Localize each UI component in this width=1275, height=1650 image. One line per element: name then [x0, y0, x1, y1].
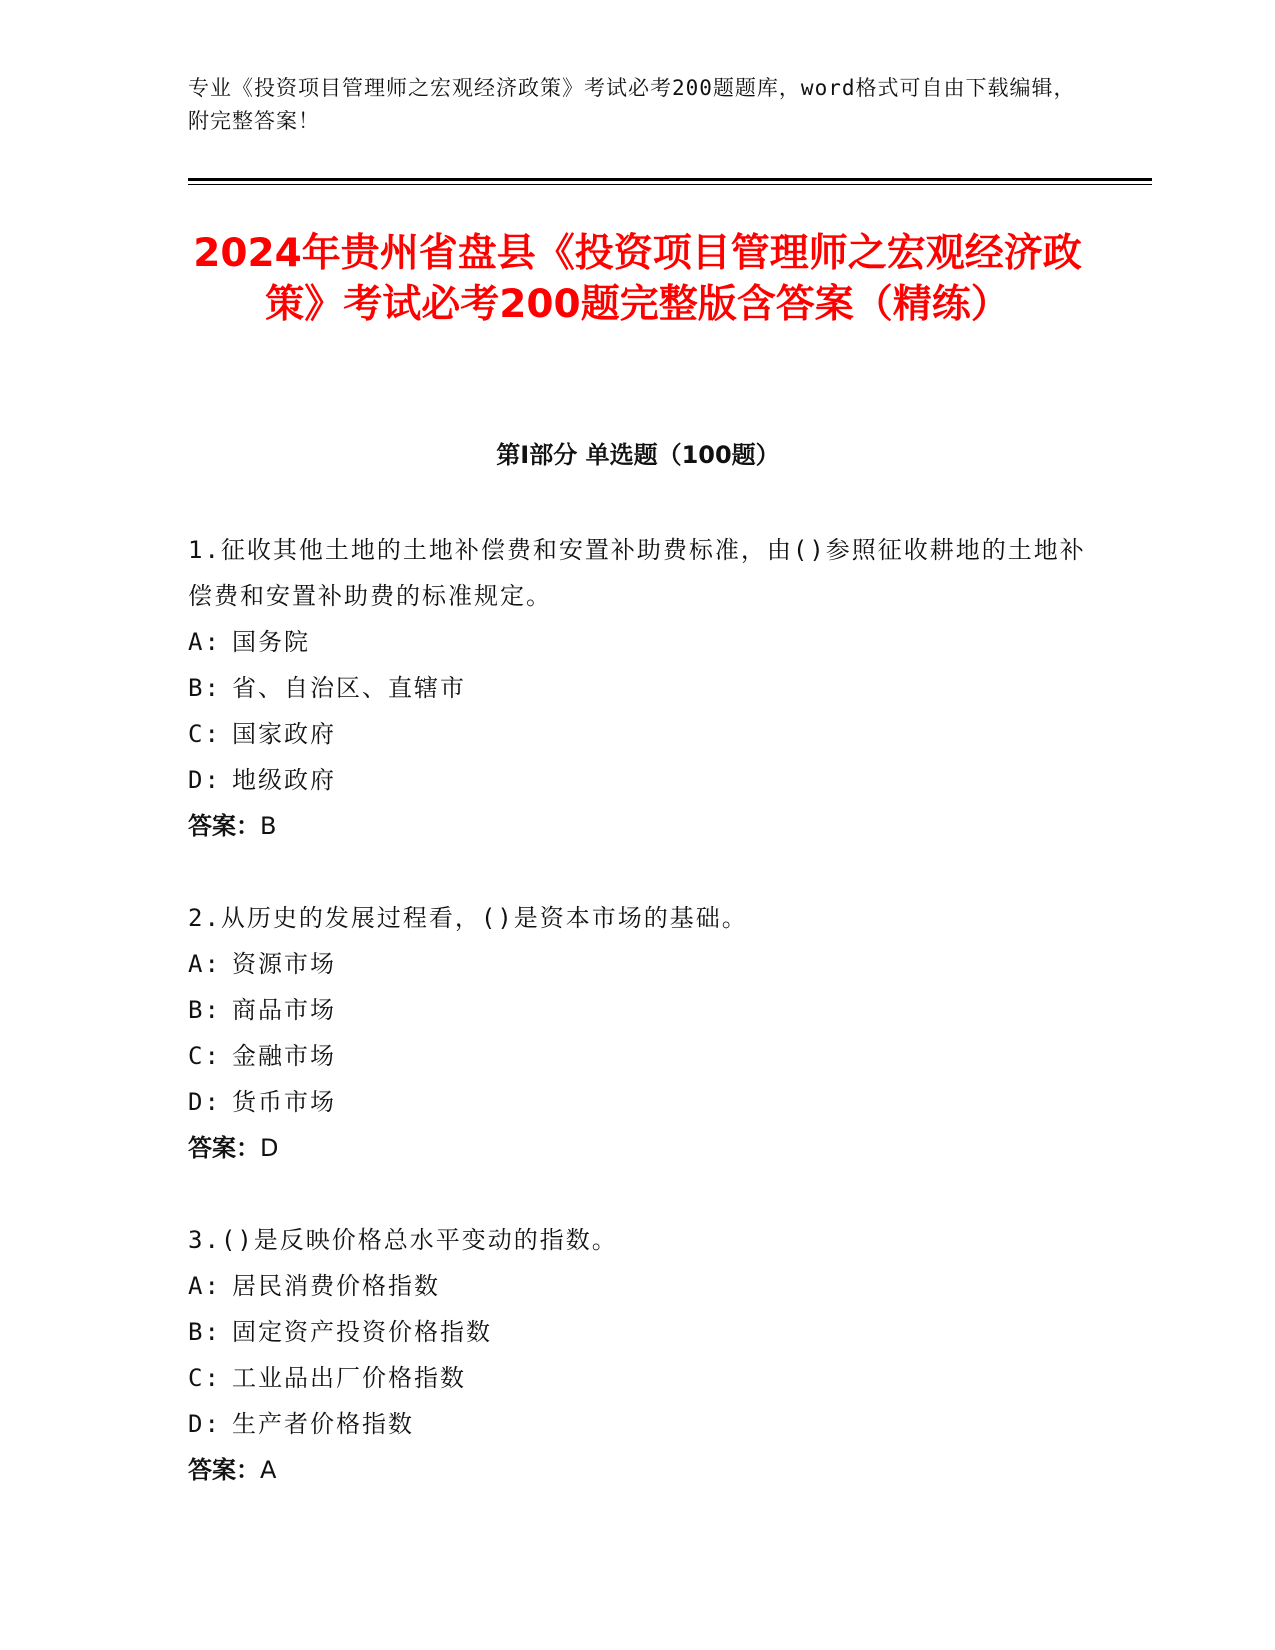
option-text: 地级政府	[232, 766, 336, 794]
option-text: 商品市场	[232, 996, 336, 1024]
option-key: A:	[188, 950, 221, 978]
option-c	[188, 1033, 1088, 1079]
answer-value: B	[260, 812, 277, 840]
option-a	[188, 619, 1088, 665]
option-key: D:	[188, 766, 221, 794]
option-key: A:	[188, 628, 221, 656]
option-text: 工业品出厂价格指数	[232, 1364, 466, 1392]
option-a	[188, 941, 1088, 987]
option-text: 资源市场	[232, 950, 336, 978]
question-item	[188, 527, 1088, 849]
option-key: D:	[188, 1088, 221, 1116]
option-b	[188, 1309, 1088, 1355]
header-divider-thin	[188, 184, 1152, 185]
option-text: 生产者价格指数	[232, 1410, 414, 1438]
option-key: D:	[188, 1410, 221, 1438]
option-key: A:	[188, 1272, 221, 1300]
option-text: 国务院	[232, 628, 310, 656]
option-d	[188, 1079, 1088, 1125]
header-divider-thick	[188, 178, 1152, 181]
option-c	[188, 711, 1088, 757]
answer-line	[188, 803, 1088, 849]
option-d	[188, 1401, 1088, 1447]
answer-label: 答案：	[188, 1456, 260, 1484]
option-key: B:	[188, 674, 221, 702]
answer-value: A	[260, 1456, 277, 1484]
option-d	[188, 757, 1088, 803]
option-key: C:	[188, 1042, 221, 1070]
question-text: 3.()是反映价格总水平变动的指数。	[188, 1226, 618, 1254]
option-key: B:	[188, 996, 221, 1024]
header-note: 专业《投资项目管理师之宏观经济政策》考试必考200题题库，word格式可自由下载编辑，附完整答案！	[188, 76, 1076, 133]
answer-value: D	[260, 1134, 279, 1162]
option-text: 金融市场	[232, 1042, 336, 1070]
section-heading: 第Ⅰ部分 单选题（100题）	[496, 441, 780, 469]
answer-line	[188, 1447, 1088, 1493]
answer-line	[188, 1125, 1088, 1171]
option-b	[188, 987, 1088, 1033]
question-item	[188, 1217, 1088, 1493]
document-title: 2024年贵州省盘县《投资项目管理师之宏观经济政策》考试必考200题完整版含答案（精练）	[193, 231, 1082, 327]
question-list	[188, 527, 1088, 1539]
question-text: 2.从历史的发展过程看，()是资本市场的基础。	[188, 904, 748, 932]
option-a	[188, 1263, 1088, 1309]
option-b	[188, 665, 1088, 711]
option-text: 固定资产投资价格指数	[232, 1318, 492, 1346]
question-text: 1.征收其他土地的土地补偿费和安置补助费标准，由()参照征收耕地的土地补偿费和安置补助费的标准规定。	[188, 536, 1086, 610]
option-text: 国家政府	[232, 720, 336, 748]
option-text: 居民消费价格指数	[232, 1272, 440, 1300]
option-key: C:	[188, 1364, 221, 1392]
option-key: B:	[188, 1318, 221, 1346]
option-key: C:	[188, 720, 221, 748]
question-item	[188, 895, 1088, 1171]
option-text: 货币市场	[232, 1088, 336, 1116]
answer-label: 答案：	[188, 812, 260, 840]
option-text: 省、自治区、直辖市	[232, 674, 466, 702]
answer-label: 答案：	[188, 1134, 260, 1162]
option-c	[188, 1355, 1088, 1401]
